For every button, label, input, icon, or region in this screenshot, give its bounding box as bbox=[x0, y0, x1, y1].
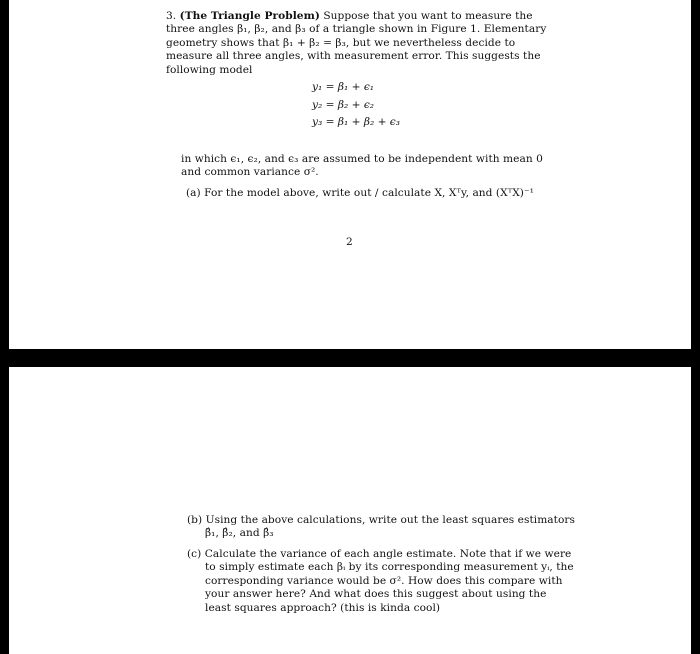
part-c bbox=[187, 548, 575, 615]
part-c-text: Calculate the variance of each angle estimate. Note that if we were to simply estimate each βᵢ by its corresponding measurement yᵢ, the corresponding variance would be σ². How does this compare with your answer here? And what does this suggest about using the least squares approach? (this is kinda cool) bbox=[204, 548, 574, 614]
part-c-label: (c) bbox=[187, 548, 202, 560]
model-equations bbox=[312, 79, 400, 132]
page-number: 2 bbox=[346, 236, 353, 248]
part-a-text: For the model above, write out / calculate X, Xᵀy, and (XᵀX)⁻¹ bbox=[204, 187, 534, 199]
part-b-text: Using the above calculations, write out the least squares estimators β̂₁, β̂₂, and β̂₃ bbox=[205, 514, 576, 540]
part-a-label: (a) bbox=[186, 187, 201, 199]
problem-statement bbox=[166, 10, 556, 77]
part-b bbox=[187, 514, 585, 541]
document-page-2 bbox=[9, 367, 691, 654]
equation-2: y₂ = β₂ + ϵ₂ bbox=[312, 98, 375, 111]
part-b-label: (b) bbox=[187, 514, 203, 526]
problem-intro: Suppose that you want to measure the three angles β₁, β₂, and β₃ of a triangle shown in Figure 1. Elementary geometry shows that β₁ + β₂ = β₃, but we nevertheless decide to measure all three angles, with measurement error. This suggests the following model bbox=[166, 10, 547, 76]
problem-number: 3. bbox=[166, 10, 177, 22]
equation-3: y₃ = β₁ + β₂ + ϵ₃ bbox=[312, 116, 400, 128]
equation-1: y₁ = β₁ + ϵ₁ bbox=[312, 81, 375, 93]
document-page-1 bbox=[9, 0, 691, 349]
part-a bbox=[186, 187, 566, 200]
error-assumption: in which ϵ₁, ϵ₂, and ϵ₃ are assumed to be independent with mean 0 and common variance σ². bbox=[181, 153, 543, 179]
problem-title: (The Triangle Problem) bbox=[179, 10, 320, 22]
